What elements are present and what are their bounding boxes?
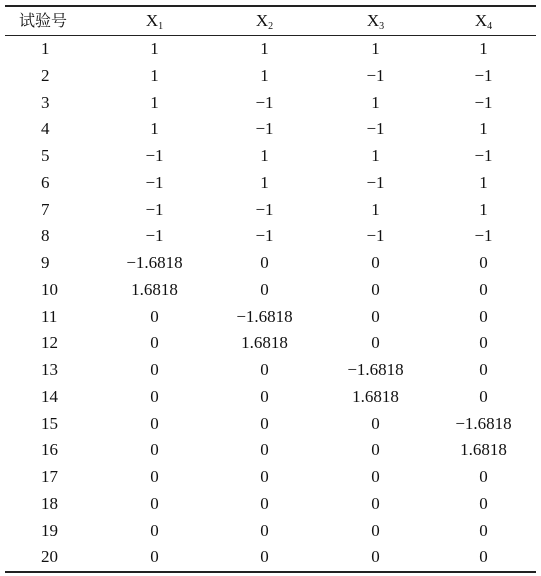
bottom-rule <box>5 571 536 573</box>
x4-cell: 0 <box>479 547 488 567</box>
header-x2: $X_2$ <box>255 11 274 32</box>
x1-cell: −1.6818 <box>126 253 183 272</box>
table-row <box>5 170 536 197</box>
x2-cell: −1 <box>255 199 274 219</box>
table-row <box>5 250 536 277</box>
trial-number-cell: 2 <box>41 65 50 85</box>
x1-cell: 0 <box>150 306 159 326</box>
trial-number-cell: 16 <box>41 440 58 460</box>
trial-number-cell: 10 <box>41 279 58 299</box>
trial-number-cell: 4 <box>41 119 50 139</box>
x3-cell: 1.6818 <box>352 386 399 406</box>
x2-cell: 0 <box>260 520 269 540</box>
x1-cell: 0 <box>150 520 159 540</box>
x4-cell: −1 <box>474 65 493 85</box>
x2-cell: 1 <box>260 39 269 58</box>
x4-cell: −1.6818 <box>455 413 512 433</box>
x4-cell: 0 <box>479 279 488 299</box>
x3-cell: 0 <box>371 467 380 486</box>
x1-cell: 1 <box>150 92 159 112</box>
x2-cell: 0 <box>260 413 269 433</box>
x2-cell: −1.6818 <box>236 306 293 326</box>
x1-cell: 1 <box>150 119 159 139</box>
x3-cell: 0 <box>371 279 380 299</box>
x2-cell: 1.6818 <box>241 333 288 353</box>
experiment-table-body <box>5 36 536 571</box>
trial-number-cell: 9 <box>41 253 50 272</box>
table-row <box>5 197 536 224</box>
x1-cell: 0 <box>150 333 159 353</box>
trial-number-cell: 12 <box>41 333 58 353</box>
x3-cell: 0 <box>371 333 380 353</box>
x2-cell: 1 <box>260 172 269 192</box>
x2-cell: 0 <box>260 547 269 567</box>
x1-cell: 0 <box>150 493 159 513</box>
x3-cell: 0 <box>371 520 380 540</box>
trial-number-cell: 7 <box>41 199 50 219</box>
table-row <box>5 357 536 384</box>
x3-cell: −1 <box>366 65 385 85</box>
trial-number-cell: 15 <box>41 413 58 433</box>
x2-cell: 0 <box>260 467 269 486</box>
x4-cell: 0 <box>479 253 488 272</box>
design-table <box>5 5 536 573</box>
trial-number-cell: 3 <box>41 92 50 112</box>
x1-cell: −1 <box>145 146 164 165</box>
x3-cell: 1 <box>371 199 380 219</box>
x3-cell: 1 <box>371 39 380 58</box>
x3-cell: −1 <box>366 119 385 139</box>
x4-cell: 0 <box>479 360 488 379</box>
x2-cell: 0 <box>260 253 269 272</box>
trial-number-cell: 18 <box>41 493 58 513</box>
x3-cell: −1 <box>366 172 385 192</box>
x4-cell: 0 <box>479 306 488 326</box>
table-row <box>5 277 536 304</box>
trial-number-cell: 6 <box>41 172 50 192</box>
experiment-table <box>5 7 536 35</box>
table-row <box>5 36 536 63</box>
trial-number-cell: 19 <box>41 520 58 540</box>
x4-cell: −1 <box>474 226 493 246</box>
x2-cell: 0 <box>260 386 269 406</box>
x3-cell: 0 <box>371 440 380 460</box>
x3-cell: 0 <box>371 413 380 433</box>
x1-cell: 0 <box>150 440 159 460</box>
table-row <box>5 518 536 545</box>
trial-number-cell: 11 <box>41 306 58 326</box>
x2-cell: −1 <box>255 119 274 139</box>
x3-cell: 0 <box>371 253 380 272</box>
x4-cell: −1 <box>474 92 493 112</box>
header-row <box>5 7 536 35</box>
x1-cell: 1 <box>150 65 159 85</box>
x1-cell: −1 <box>145 199 164 219</box>
x1-cell: 1 <box>150 39 159 58</box>
x3-cell: 0 <box>371 493 380 513</box>
table-row <box>5 384 536 411</box>
header-x4: $X_4$ <box>474 11 493 32</box>
x3-cell: 1 <box>371 92 380 112</box>
x1-cell: 0 <box>150 360 159 379</box>
header-x1: $X_1$ <box>145 11 164 32</box>
x1-cell: 0 <box>150 386 159 406</box>
x4-cell: 0 <box>479 386 488 406</box>
trial-number-cell: 1 <box>41 39 50 58</box>
trial-number-cell: 8 <box>41 226 50 246</box>
x4-cell: 0 <box>479 333 488 353</box>
x4-cell: 0 <box>479 467 488 486</box>
table-row <box>5 330 536 357</box>
trial-number-cell: 5 <box>41 146 50 165</box>
table-row <box>5 411 536 438</box>
x4-cell: 1 <box>479 172 488 192</box>
header-x3: $X_3$ <box>366 11 385 32</box>
table-row <box>5 437 536 464</box>
x2-cell: 1 <box>260 146 269 165</box>
table-row <box>5 116 536 143</box>
table-row <box>5 223 536 250</box>
x4-cell: 0 <box>479 520 488 540</box>
x3-cell: −1 <box>366 226 385 246</box>
table-row <box>5 544 536 571</box>
x2-cell: −1 <box>255 92 274 112</box>
x2-cell: 0 <box>260 493 269 513</box>
x1-cell: 0 <box>150 413 159 433</box>
x4-cell: −1 <box>474 146 493 165</box>
x4-cell: 1.6818 <box>460 440 507 460</box>
x4-cell: 0 <box>479 493 488 513</box>
table-row <box>5 464 536 491</box>
x1-cell: −1 <box>145 172 164 192</box>
trial-number-cell: 14 <box>41 386 58 406</box>
x3-cell: −1.6818 <box>347 360 404 379</box>
header-trial-number: 试验号 <box>19 11 68 30</box>
x2-cell: 0 <box>260 279 269 299</box>
x1-cell: 0 <box>150 547 159 567</box>
trial-number-cell: 13 <box>41 360 58 379</box>
x4-cell: 1 <box>479 119 488 139</box>
x2-cell: 1 <box>260 65 269 85</box>
table-row <box>5 491 536 518</box>
x4-cell: 1 <box>479 39 488 58</box>
table-row <box>5 90 536 117</box>
x2-cell: −1 <box>255 226 274 246</box>
table-row <box>5 63 536 90</box>
x1-cell: 1.6818 <box>131 279 178 299</box>
x2-cell: 0 <box>260 360 269 379</box>
table-body <box>5 36 536 571</box>
trial-number-cell: 17 <box>41 467 58 486</box>
trial-number-cell: 20 <box>41 547 58 567</box>
x3-cell: 1 <box>371 146 380 165</box>
x3-cell: 0 <box>371 306 380 326</box>
x3-cell: 0 <box>371 547 380 567</box>
x1-cell: −1 <box>145 226 164 246</box>
table-row <box>5 304 536 331</box>
x4-cell: 1 <box>479 199 488 219</box>
table-row <box>5 143 536 170</box>
x1-cell: 0 <box>150 467 159 486</box>
x2-cell: 0 <box>260 440 269 460</box>
